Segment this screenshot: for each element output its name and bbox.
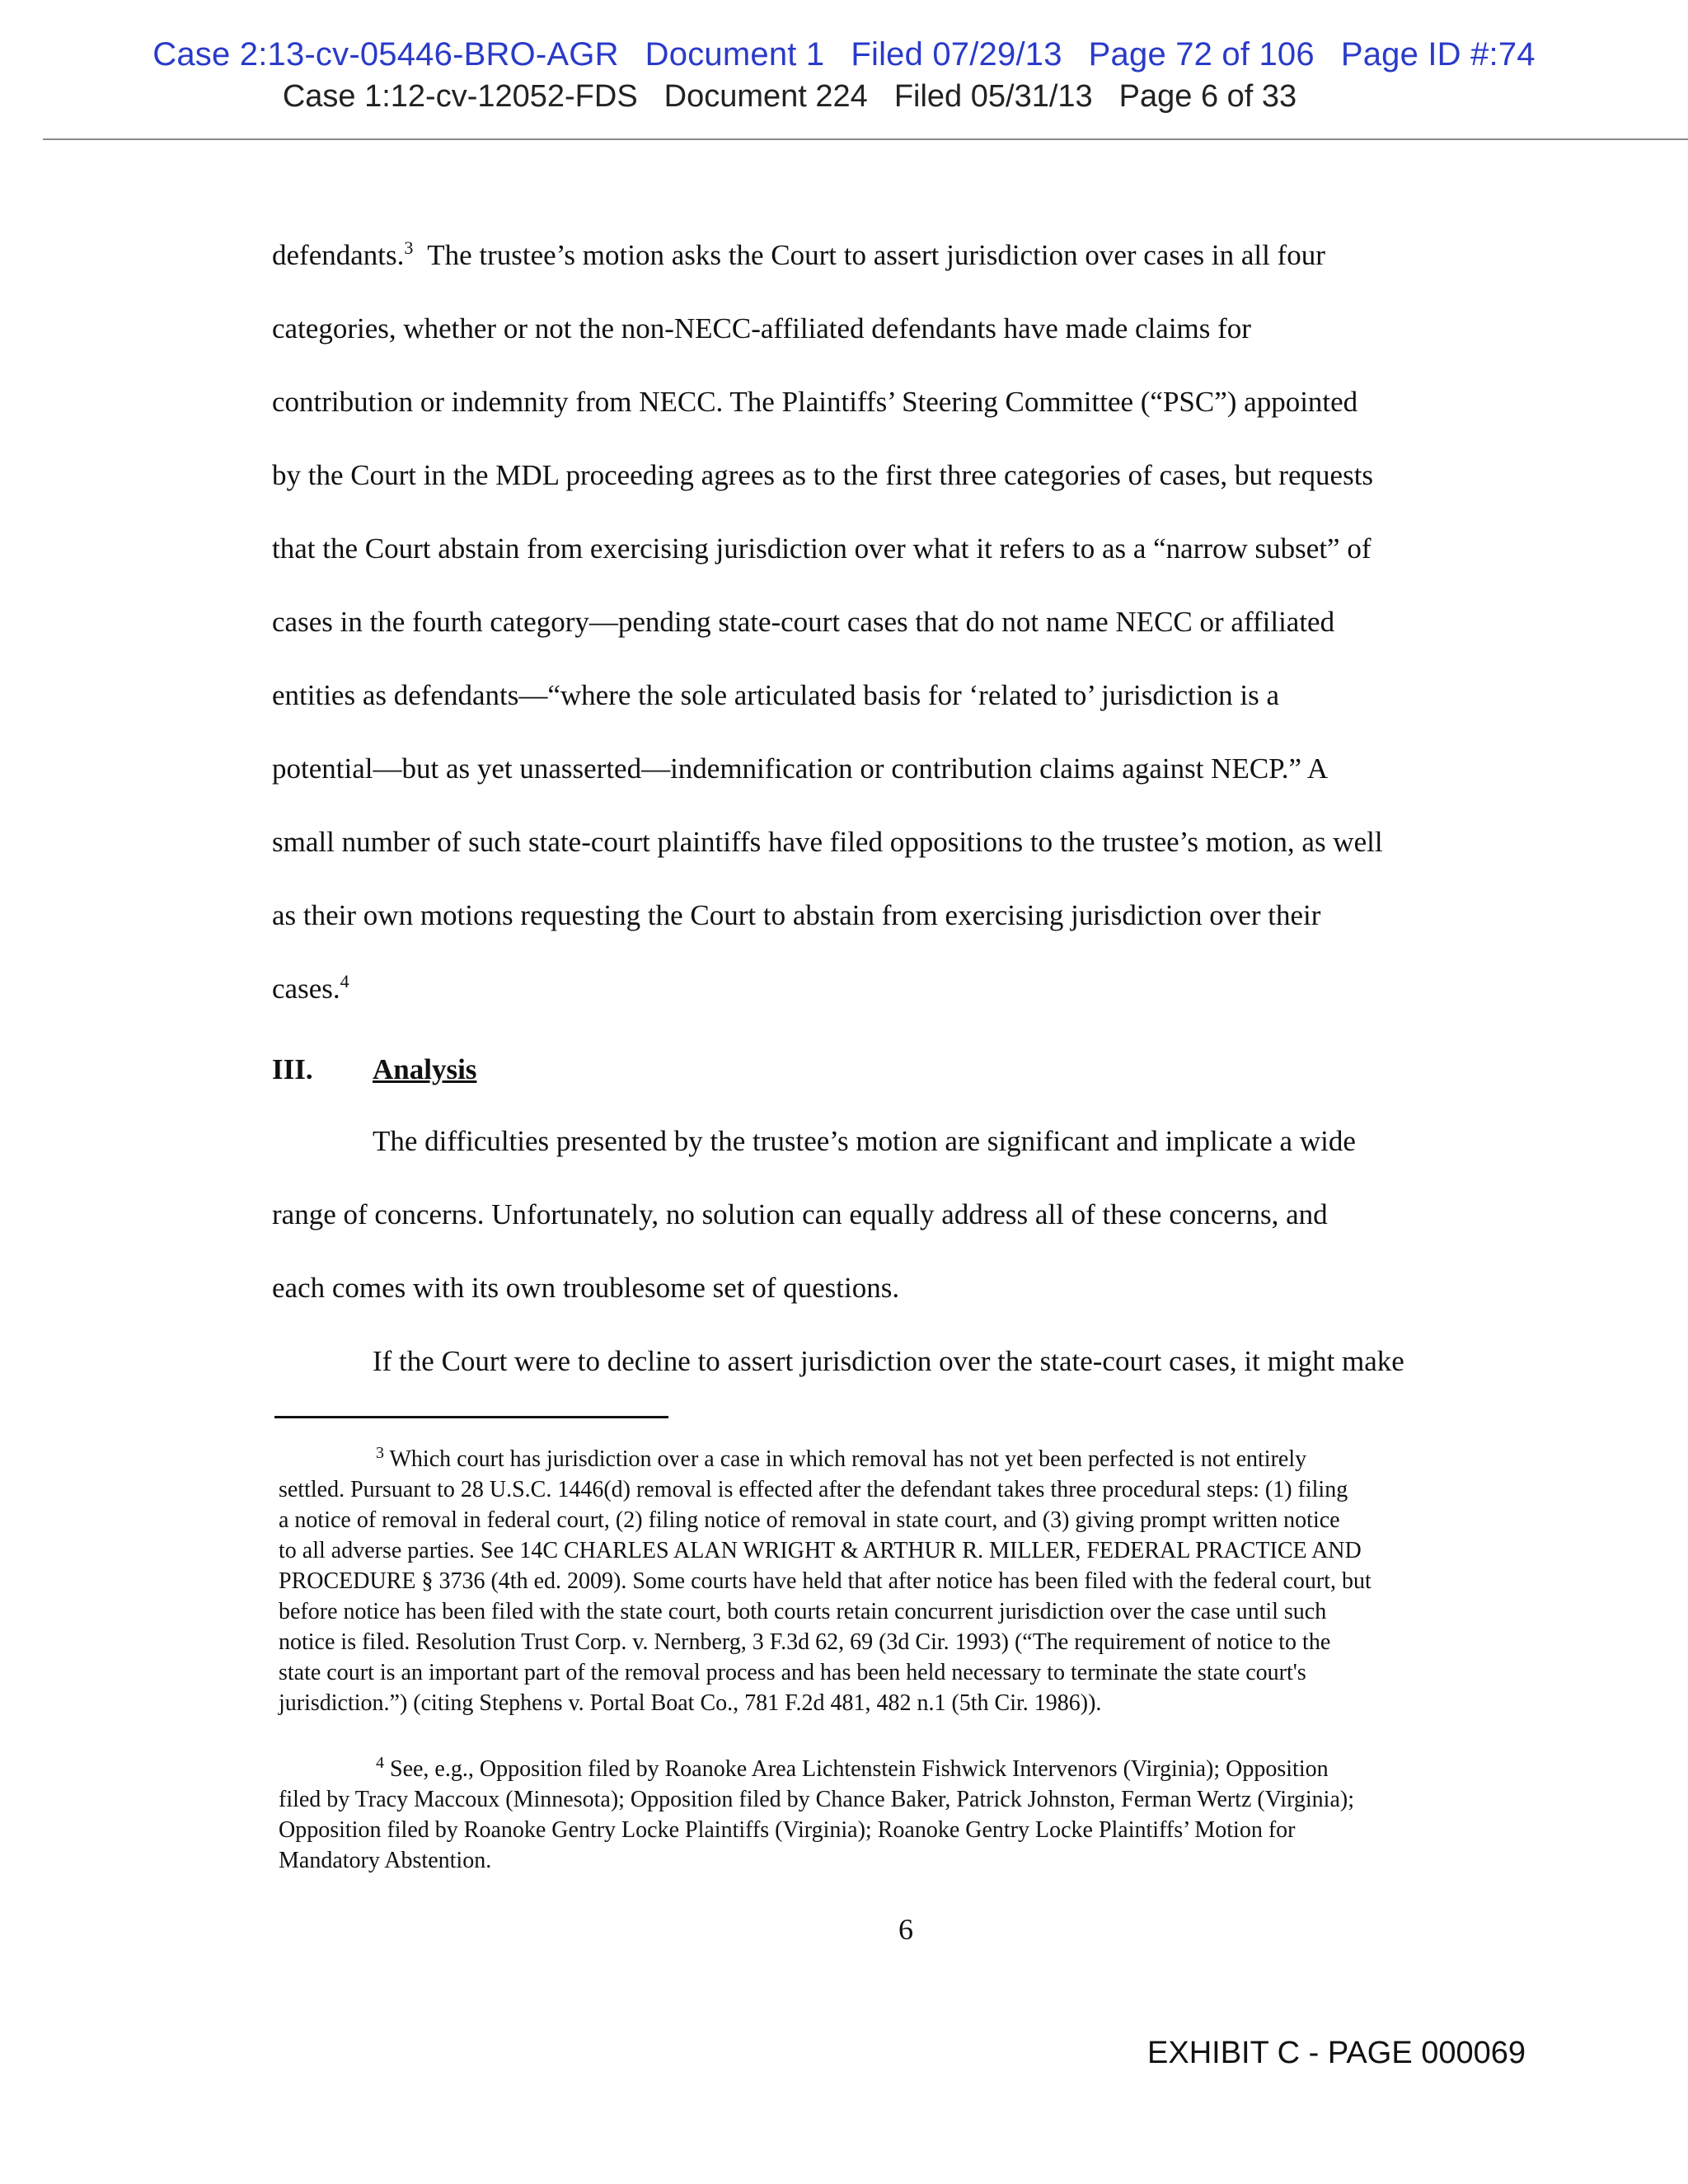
page-number: 6 — [898, 1913, 913, 1946]
body-line: as their own motions requesting the Court to abstain from exercising jurisdiction over their — [272, 899, 1321, 931]
header-page: Page 6 of 33 — [1118, 79, 1297, 114]
footnote-line: PROCEDURE § 3736 (4th ed. 2009). Some courts have held that after notice has been filed with the federal court, but — [279, 1568, 1372, 1594]
body-line: potential—but as yet unasserted—indemnification or contribution claims against NECP.” A — [272, 752, 1329, 785]
footnote-divider — [274, 1416, 668, 1418]
footnote-line: before notice has been filed with the state court, both courts retain concurrent jurisdiction over the case until such — [279, 1599, 1327, 1624]
body-line: entities as defendants—“where the sole articulated basis for ‘related to’ jurisdiction is a — [272, 679, 1279, 711]
footnote-line: $^3$ Which court has jurisdiction over a case in which removal has not yet been perfected is not entirely — [376, 1444, 1307, 1472]
footnote-4 — [279, 1754, 1531, 1876]
body-line: defendants.$^3$ The trustee’s motion asks the Court to assert jurisdiction over cases in all four — [272, 237, 1325, 271]
stamp-document: Document 1 — [645, 36, 825, 73]
stamp-case-number: Case 2:13-cv-05446-BRO-AGR — [152, 36, 619, 73]
footnote-line: settled. Pursuant to 28 U.S.C. 1446(d) removal is effected after the defendant takes three procedural steps: (1) filing — [279, 1477, 1348, 1502]
footnote-line: a notice of removal in federal court, (2) filing notice of removal in state court, and (3) giving prompt written notice — [279, 1507, 1340, 1533]
section-title: Analysis — [373, 1053, 477, 1085]
footnote-marker-4: 4 — [376, 1754, 384, 1772]
body-line: categories, whether or not the non-NECC-affiliated defendants have made claims for — [272, 312, 1251, 344]
footnote-line: Opposition filed by Roanoke Gentry Locke Plaintiffs (Virginia); Roanoke Gentry Locke Plaintiffs’ Motion for — [279, 1817, 1296, 1843]
body-line: contribution or indemnity from NECC. The Plaintiffs’ Steering Committee (“PSC”) appointed — [272, 386, 1358, 418]
original-filing-header — [0, 79, 1579, 115]
stamp-page: Page 72 of 106 — [1088, 36, 1315, 73]
footnote-ref-4: 4 — [340, 971, 349, 991]
footnote-ref-3: 3 — [404, 237, 414, 258]
stamp-page-id: Page ID #:74 — [1340, 36, 1536, 73]
footnote-line: notice is filed. Resolution Trust Corp. v. Nernberg, 3 F.3d 62, 69 (3d Cir. 1993) (“The requirement of notice to the — [279, 1629, 1331, 1655]
body-line: range of concerns. Unfortunately, no solution can equally address all of these concerns, and — [272, 1198, 1328, 1230]
footnote-line: $^4$ See, e.g., Opposition filed by Roanoke Area Lichtenstein Fishwick Intervenors (Virginia); Opposition — [376, 1754, 1329, 1782]
body-line: If the Court were to decline to assert jurisdiction over the state-court cases, it might make — [373, 1345, 1404, 1377]
header-case-number: Case 1:12-cv-12052-FDS — [282, 79, 638, 114]
footnote-line: filed by Tracy Maccoux (Minnesota); Opposition filed by Chance Baker, Patrick Johnston, Ferman Wertz (Virginia); — [279, 1787, 1354, 1812]
stamp-filed-date: Filed 07/29/13 — [851, 36, 1062, 73]
body-line: each comes with its own troublesome set of questions. — [272, 1272, 900, 1304]
body-line: by the Court in the MDL proceeding agrees as to the first three categories of cases, but requests — [272, 459, 1374, 491]
body-line: cases.$^4$ — [272, 971, 349, 1005]
federal-filing-stamp — [0, 36, 1688, 73]
header-document: Document 224 — [663, 79, 868, 114]
section-number: III. — [272, 1053, 313, 1085]
header-divider — [43, 138, 1688, 140]
footnote-line: to all adverse parties. See 14C CHARLES ALAN WRIGHT & ARTHUR R. MILLER, FEDERAL PRACTICE AND — [279, 1538, 1362, 1563]
body-line: cases in the fourth category—pending state-court cases that do not name NECC or affiliated — [272, 606, 1335, 638]
footnote-marker-3: 3 — [376, 1444, 384, 1462]
footnote-3 — [279, 1444, 1531, 1718]
footnote-line: jurisdiction.”) (citing Stephens v. Portal Boat Co., 781 F.2d 481, 482 n.1 (5th Cir. 1986)). — [279, 1690, 1102, 1716]
body-line: small number of such state-court plaintiffs have filed oppositions to the trustee’s motion, as well — [272, 826, 1383, 858]
body-line: The difficulties presented by the trustee’s motion are significant and implicate a wide — [373, 1125, 1356, 1157]
exhibit-label: EXHIBIT C - PAGE 000069 — [1147, 2036, 1526, 2070]
header-filed-date: Filed 05/31/13 — [893, 79, 1093, 114]
footnote-line: Mandatory Abstention. — [279, 1848, 492, 1873]
body-line: that the Court abstain from exercising jurisdiction over what it refers to as a “narrow subset” of — [272, 532, 1372, 565]
footnote-line: state court is an important part of the removal process and has been held necessary to terminate the state court's — [279, 1660, 1306, 1685]
